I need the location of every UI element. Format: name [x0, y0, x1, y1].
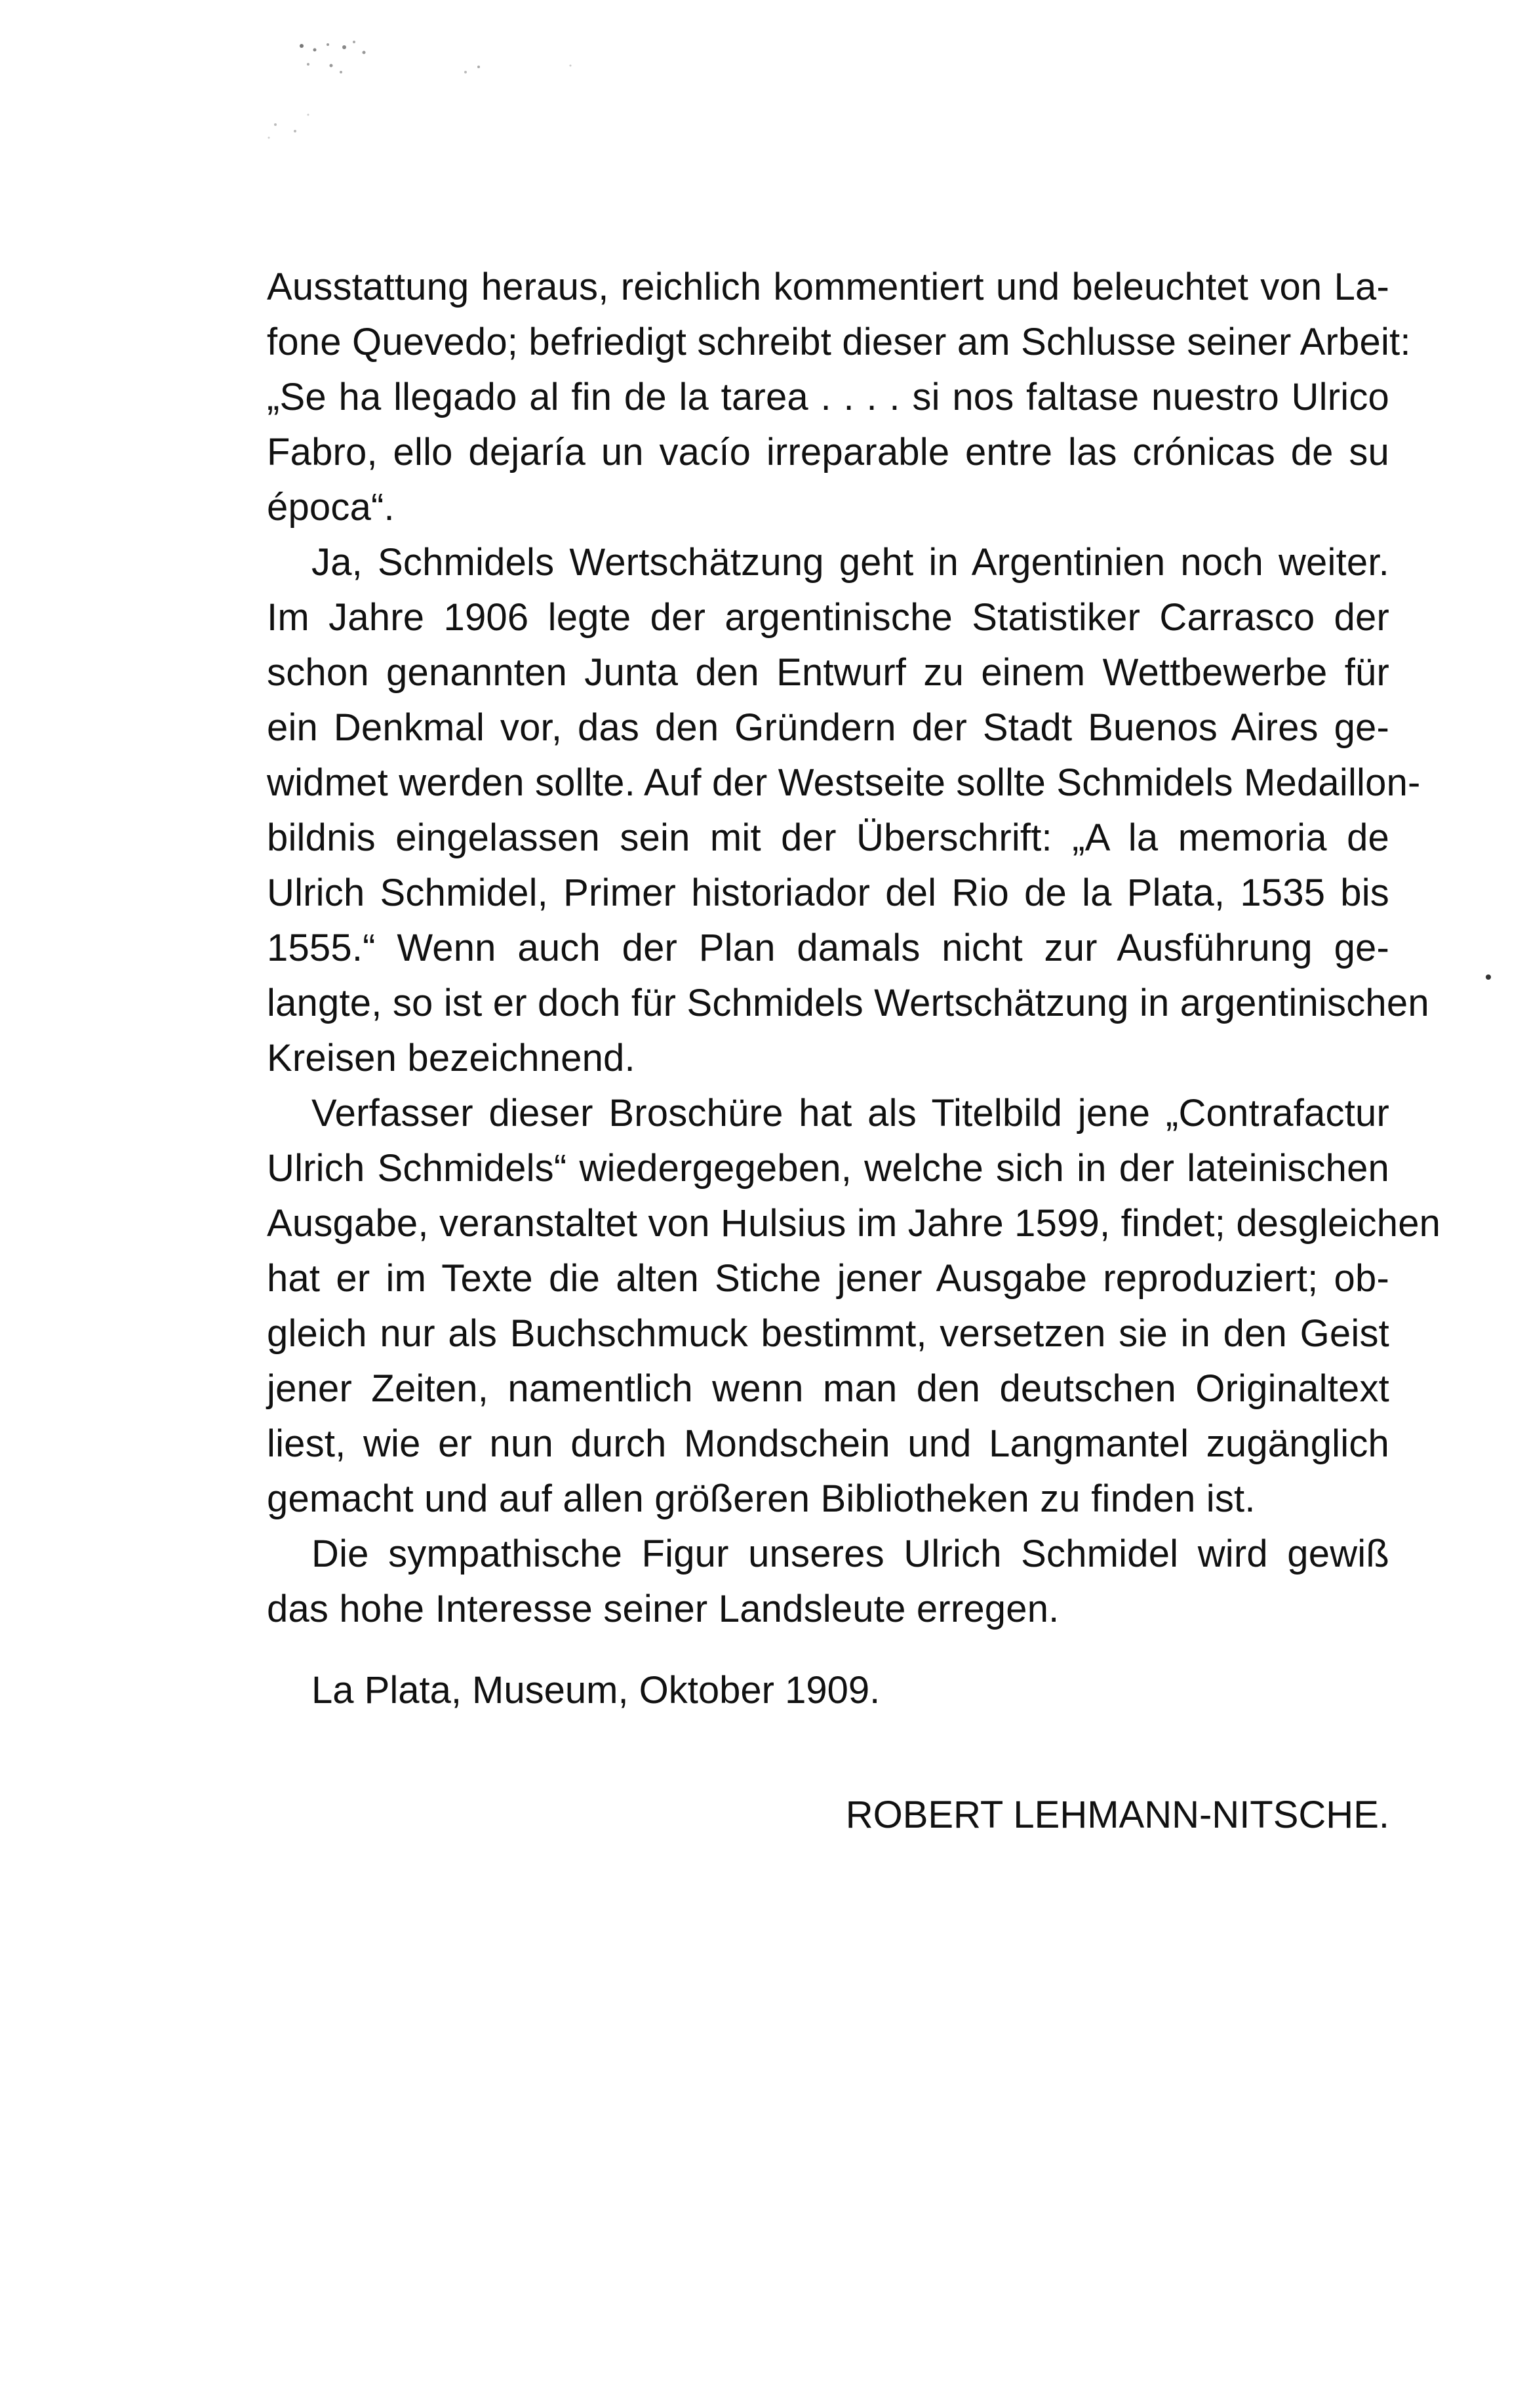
text-line: Fabro, ello dejaría un vacío irreparable entre las crónicas de su: [267, 431, 1389, 473]
text-line: Im Jahre 1906 legte der argentinische Statistiker Carrasco der: [267, 596, 1389, 639]
text-line: Ausgabe, veranstaltet von Hulsius im Jahre 1599, findet; desgleichen: [267, 1202, 1441, 1245]
text-line: widmet werden sollte. Auf der Westseite sollte Schmidels Medaillon-: [267, 761, 1421, 804]
text-line: Ulrich Schmidels“ wiedergegeben, welche sich in der lateinischen: [267, 1147, 1389, 1190]
text-line: langte, so ist er doch für Schmidels Wertschätzung in argentinischen: [267, 982, 1429, 1024]
text-line: hat er im Texte die alten Stiche jener Ausgabe reproduziert; ob-: [267, 1257, 1389, 1300]
text-line: bildnis eingelassen sein mit der Überschrift: „A la memoria de: [267, 816, 1389, 859]
text-line: época“.: [267, 486, 395, 529]
text-line: 1555.“ Wenn auch der Plan damals nicht zur Ausführung ge-: [267, 927, 1389, 969]
body-text: [267, 260, 1441, 1637]
text-line: Ulrich Schmidel, Primer historiador del Rio de la Plata, 1535 bis: [267, 872, 1389, 914]
text-line: gemacht und auf allen größeren Bibliotheken zu finden ist.: [267, 1477, 1256, 1520]
print-specks: [249, 26, 616, 197]
author-signature: ROBERT LEHMANN-NITSCHE.: [845, 1794, 1389, 1836]
text-line: schon genannten Junta den Entwurf zu einem Wettbewerbe für: [267, 651, 1389, 694]
text-line: jener Zeiten, namentlich wenn man den deutschen Originaltext: [267, 1367, 1389, 1410]
paragraph-start-line: Verfasser dieser Broschüre hat als Titelbild jene „Contrafactur: [311, 1092, 1389, 1134]
text-line: das hohe Interesse seiner Landsleute erregen.: [267, 1588, 1060, 1630]
margin-mark: [1486, 974, 1491, 980]
text-line: ein Denkmal vor, das den Gründern der Stadt Buenos Aires ge-: [267, 706, 1389, 749]
text-line: fone Quevedo; befriedigt schreibt dieser am Schlusse seiner Arbeit:: [267, 321, 1411, 363]
text-line: Kreisen bezeichnend.: [267, 1037, 635, 1079]
text-line: „Se ha llegado al fin de la tarea . . . . si nos faltase nuestro Ulrico: [267, 376, 1389, 418]
text-line: Ausstattung heraus, reichlich kommentiert und beleuchtet von La-: [267, 266, 1389, 308]
dateline: La Plata, Museum, Oktober 1909.: [311, 1669, 881, 1712]
text-line: liest, wie er nun durch Mondschein und Langmantel zugänglich: [267, 1422, 1389, 1465]
paragraph-start-line: Ja, Schmidels Wertschätzung geht in Argentinien noch weiter.: [311, 541, 1389, 584]
text-line: gleich nur als Buchschmuck bestimmt, versetzen sie in den Geist: [267, 1312, 1389, 1355]
paragraph-start-line: Die sympathische Figur unseres Ulrich Schmidel wird gewiß: [311, 1533, 1389, 1575]
